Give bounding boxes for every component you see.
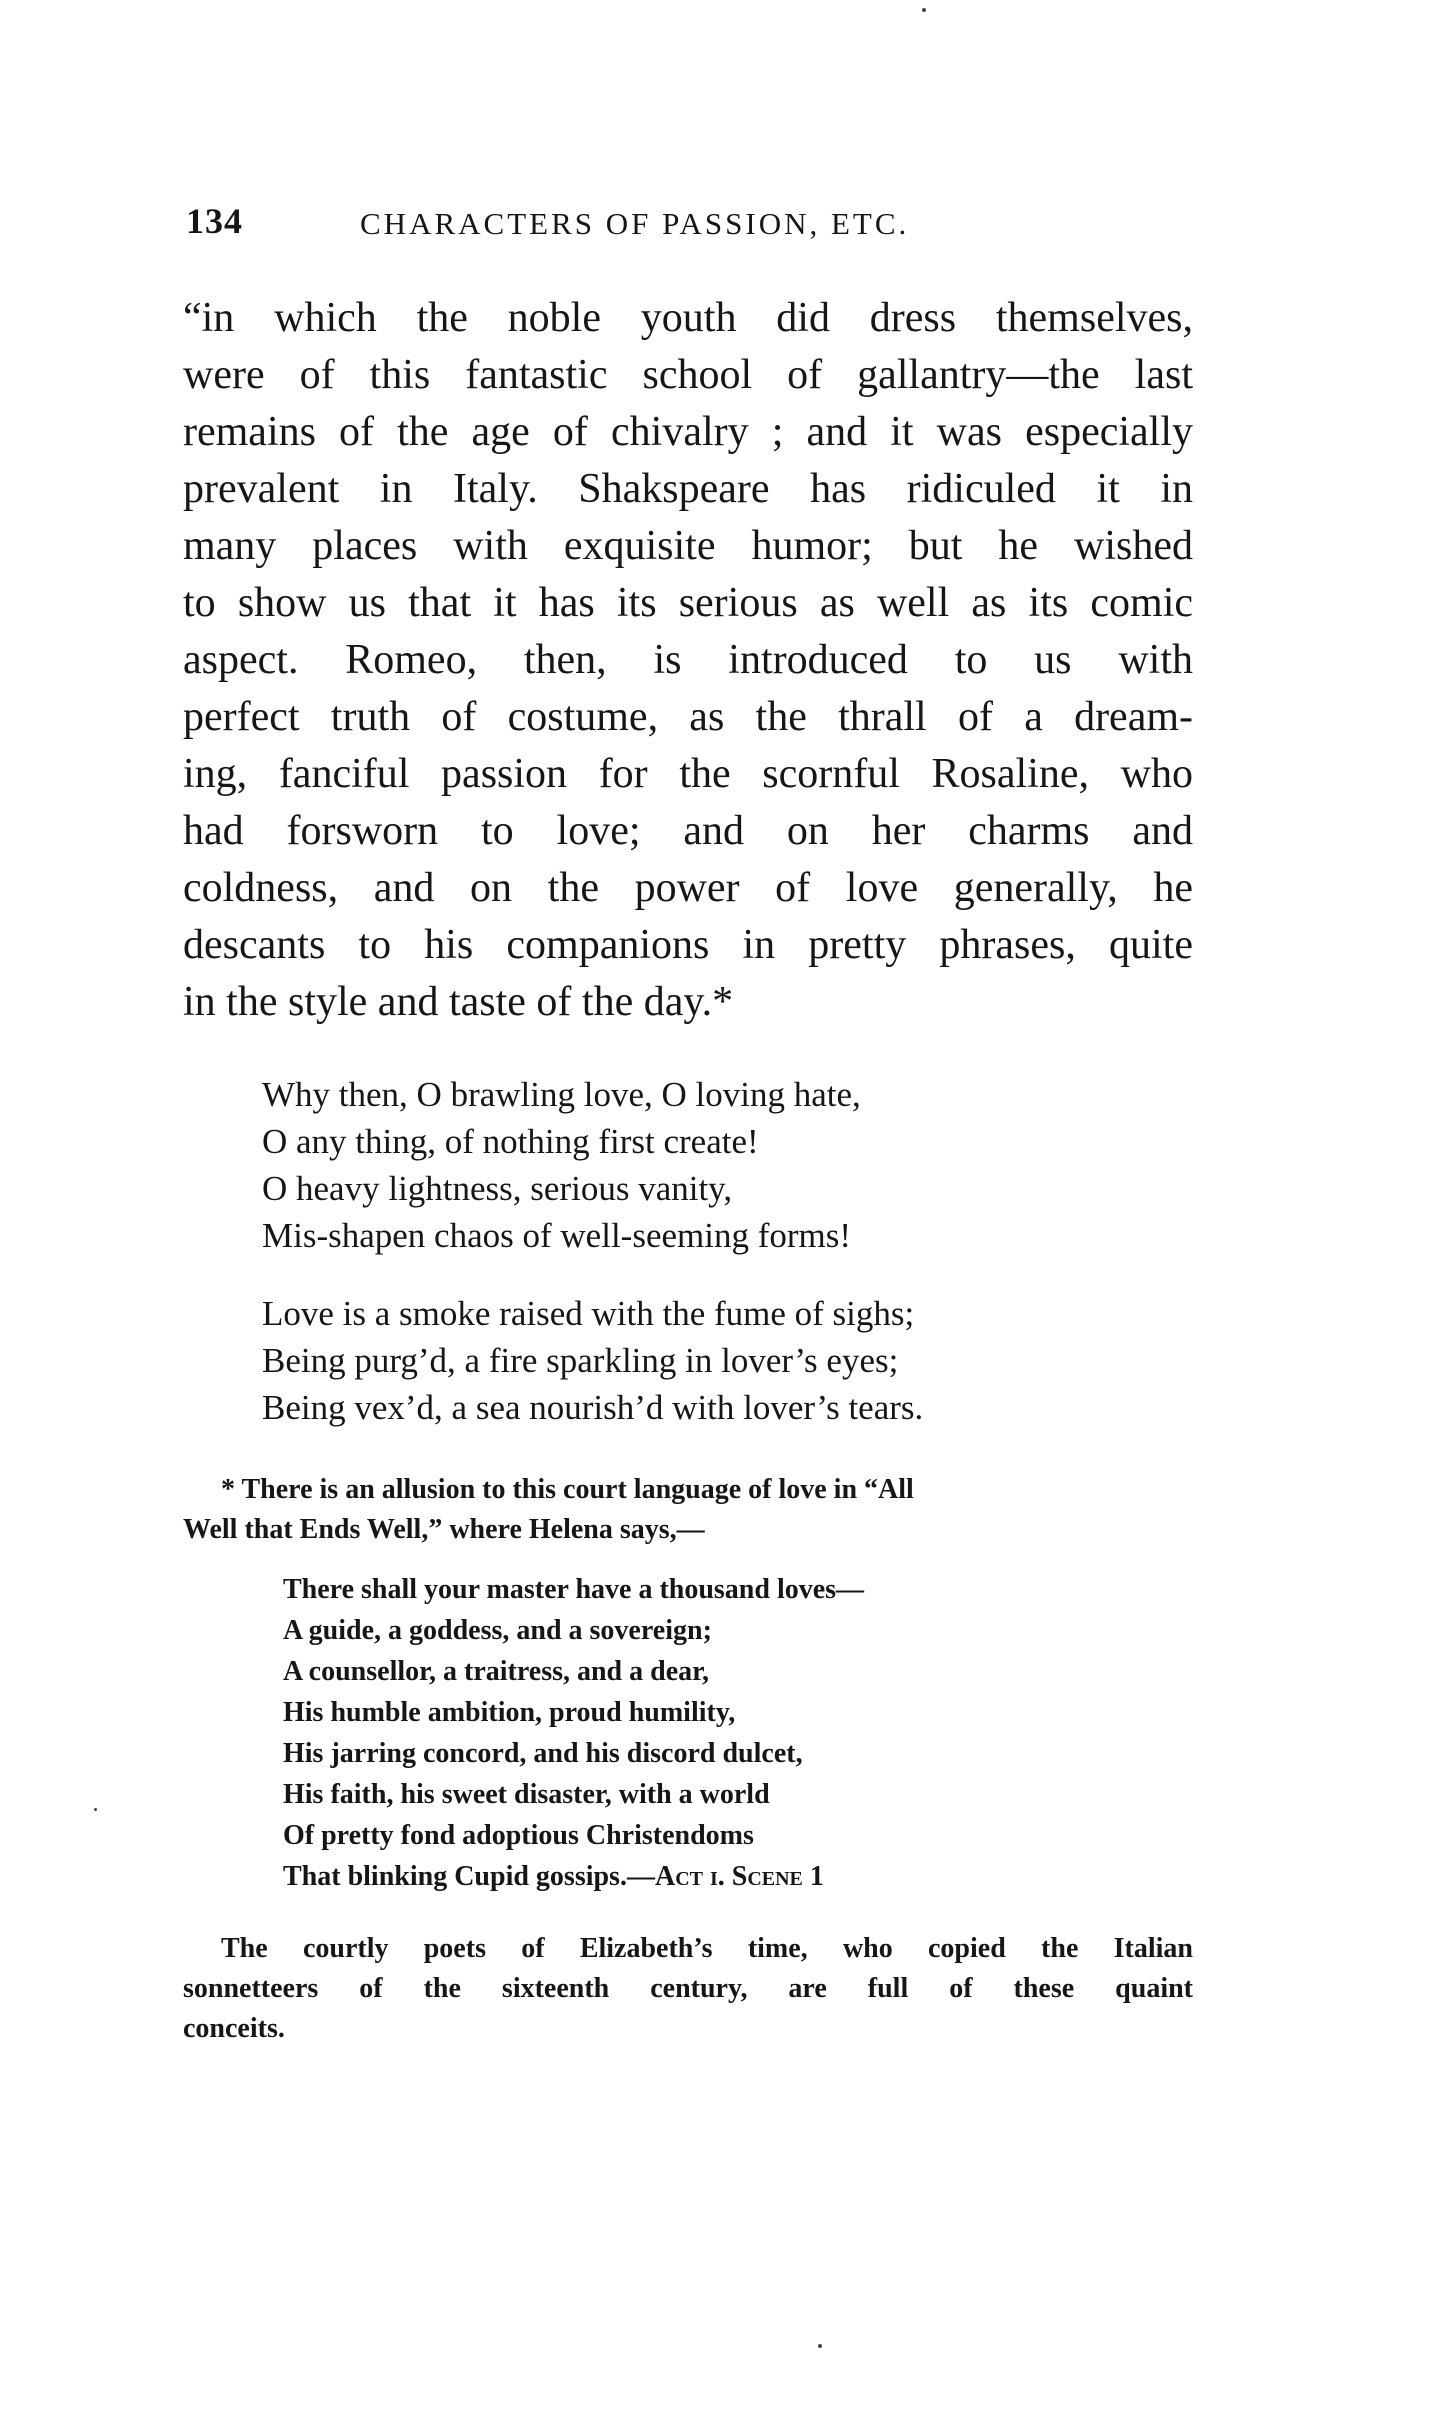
paragraph-line: coldness, and on the power of love generally, he [183, 865, 1193, 911]
page-header [186, 200, 1196, 260]
footnote-citation: Act i. Scene 1 [654, 1861, 824, 1892]
footnote-quote [283, 1569, 1183, 1897]
paper-speck [922, 8, 926, 12]
paragraph-line: many places with exquisite humor; but he wished [183, 523, 1193, 569]
paragraph-line: ing, fanciful passion for the scornful Rosaline, who [183, 751, 1193, 797]
footnote-quote-line: A counsellor, a traitress, and a dear, [283, 1656, 709, 1687]
paragraph-line: “in which the noble youth did dress themselves, [183, 295, 1193, 341]
footnote-intro [183, 1470, 1193, 1550]
footnote-quote-line [283, 1856, 1183, 1897]
verse-line: Mis-shapen chaos of well-seeming forms! [262, 1216, 852, 1255]
paragraph-line: prevalent in Italy. Shakspeare has ridiculed it in [183, 466, 1193, 512]
footnote-quote-text: That blinking Cupid gossips.— [283, 1861, 655, 1892]
paragraph-line: remains of the age of chivalry ; and it was especially [183, 409, 1193, 455]
footnote-line: * There is an allusion to this court language of love in “All [221, 1474, 914, 1505]
paper-speck [818, 2344, 822, 2348]
paragraph-line: to show us that it has its serious as well as its comic [183, 580, 1193, 626]
verse-stanza-1 [262, 1071, 1162, 1259]
paragraph-line: were of this fantastic school of gallantry—the last [183, 352, 1193, 398]
paragraph-line: had forsworn to love; and on her charms and [183, 808, 1193, 854]
main-paragraph [183, 290, 1193, 1031]
verse-line: Love is a smoke raised with the fume of sighs; [262, 1294, 915, 1333]
footnote-quote-line: His faith, his sweet disaster, with a world [283, 1779, 770, 1810]
paper-speck [94, 1808, 97, 1811]
verse-line: O heavy lightness, serious vanity, [262, 1169, 733, 1208]
footnote-quote-line: A guide, a goddess, and a sovereign; [283, 1615, 712, 1646]
footnote-quote-line: His jarring concord, and his discord dulcet, [283, 1738, 803, 1769]
verse-stanza-2 [262, 1290, 1162, 1431]
footnote-quote-line: There shall your master have a thousand loves— [283, 1574, 865, 1605]
footnote-line: sonnetteers of the sixteenth century, are full of these quaint [183, 1973, 1193, 2004]
footnote-quote-line: Of pretty fond adoptious Christendoms [283, 1820, 754, 1851]
verse-line: Why then, O brawling love, O loving hate, [262, 1075, 861, 1114]
verse-line: O any thing, of nothing first create! [262, 1122, 759, 1161]
footnote-closing [183, 1929, 1193, 2049]
footnote-line: conceits. [183, 2013, 285, 2044]
footnote-quote-line: His humble ambition, proud humility, [283, 1697, 736, 1728]
paragraph-line: in the style and taste of the day.* [183, 979, 734, 1025]
paragraph-line: perfect truth of costume, as the thrall of a dream- [183, 694, 1193, 740]
verse-line: Being vex’d, a sea nourish’d with lover’s tears. [262, 1388, 924, 1427]
paragraph-line: descants to his companions in pretty phrases, quite [183, 922, 1193, 968]
page-number: 134 [186, 201, 243, 241]
paragraph-line: aspect. Romeo, then, is introduced to us with [183, 637, 1193, 683]
verse-line: Being purg’d, a fire sparkling in lover’s eyes; [262, 1341, 899, 1380]
footnote-line: Well that Ends Well,” where Helena says,— [183, 1514, 705, 1545]
running-head: CHARACTERS OF PASSION, ETC. [360, 206, 910, 241]
footnote-line: The courtly poets of Elizabeth’s time, who copied the Italian [221, 1933, 1193, 1964]
